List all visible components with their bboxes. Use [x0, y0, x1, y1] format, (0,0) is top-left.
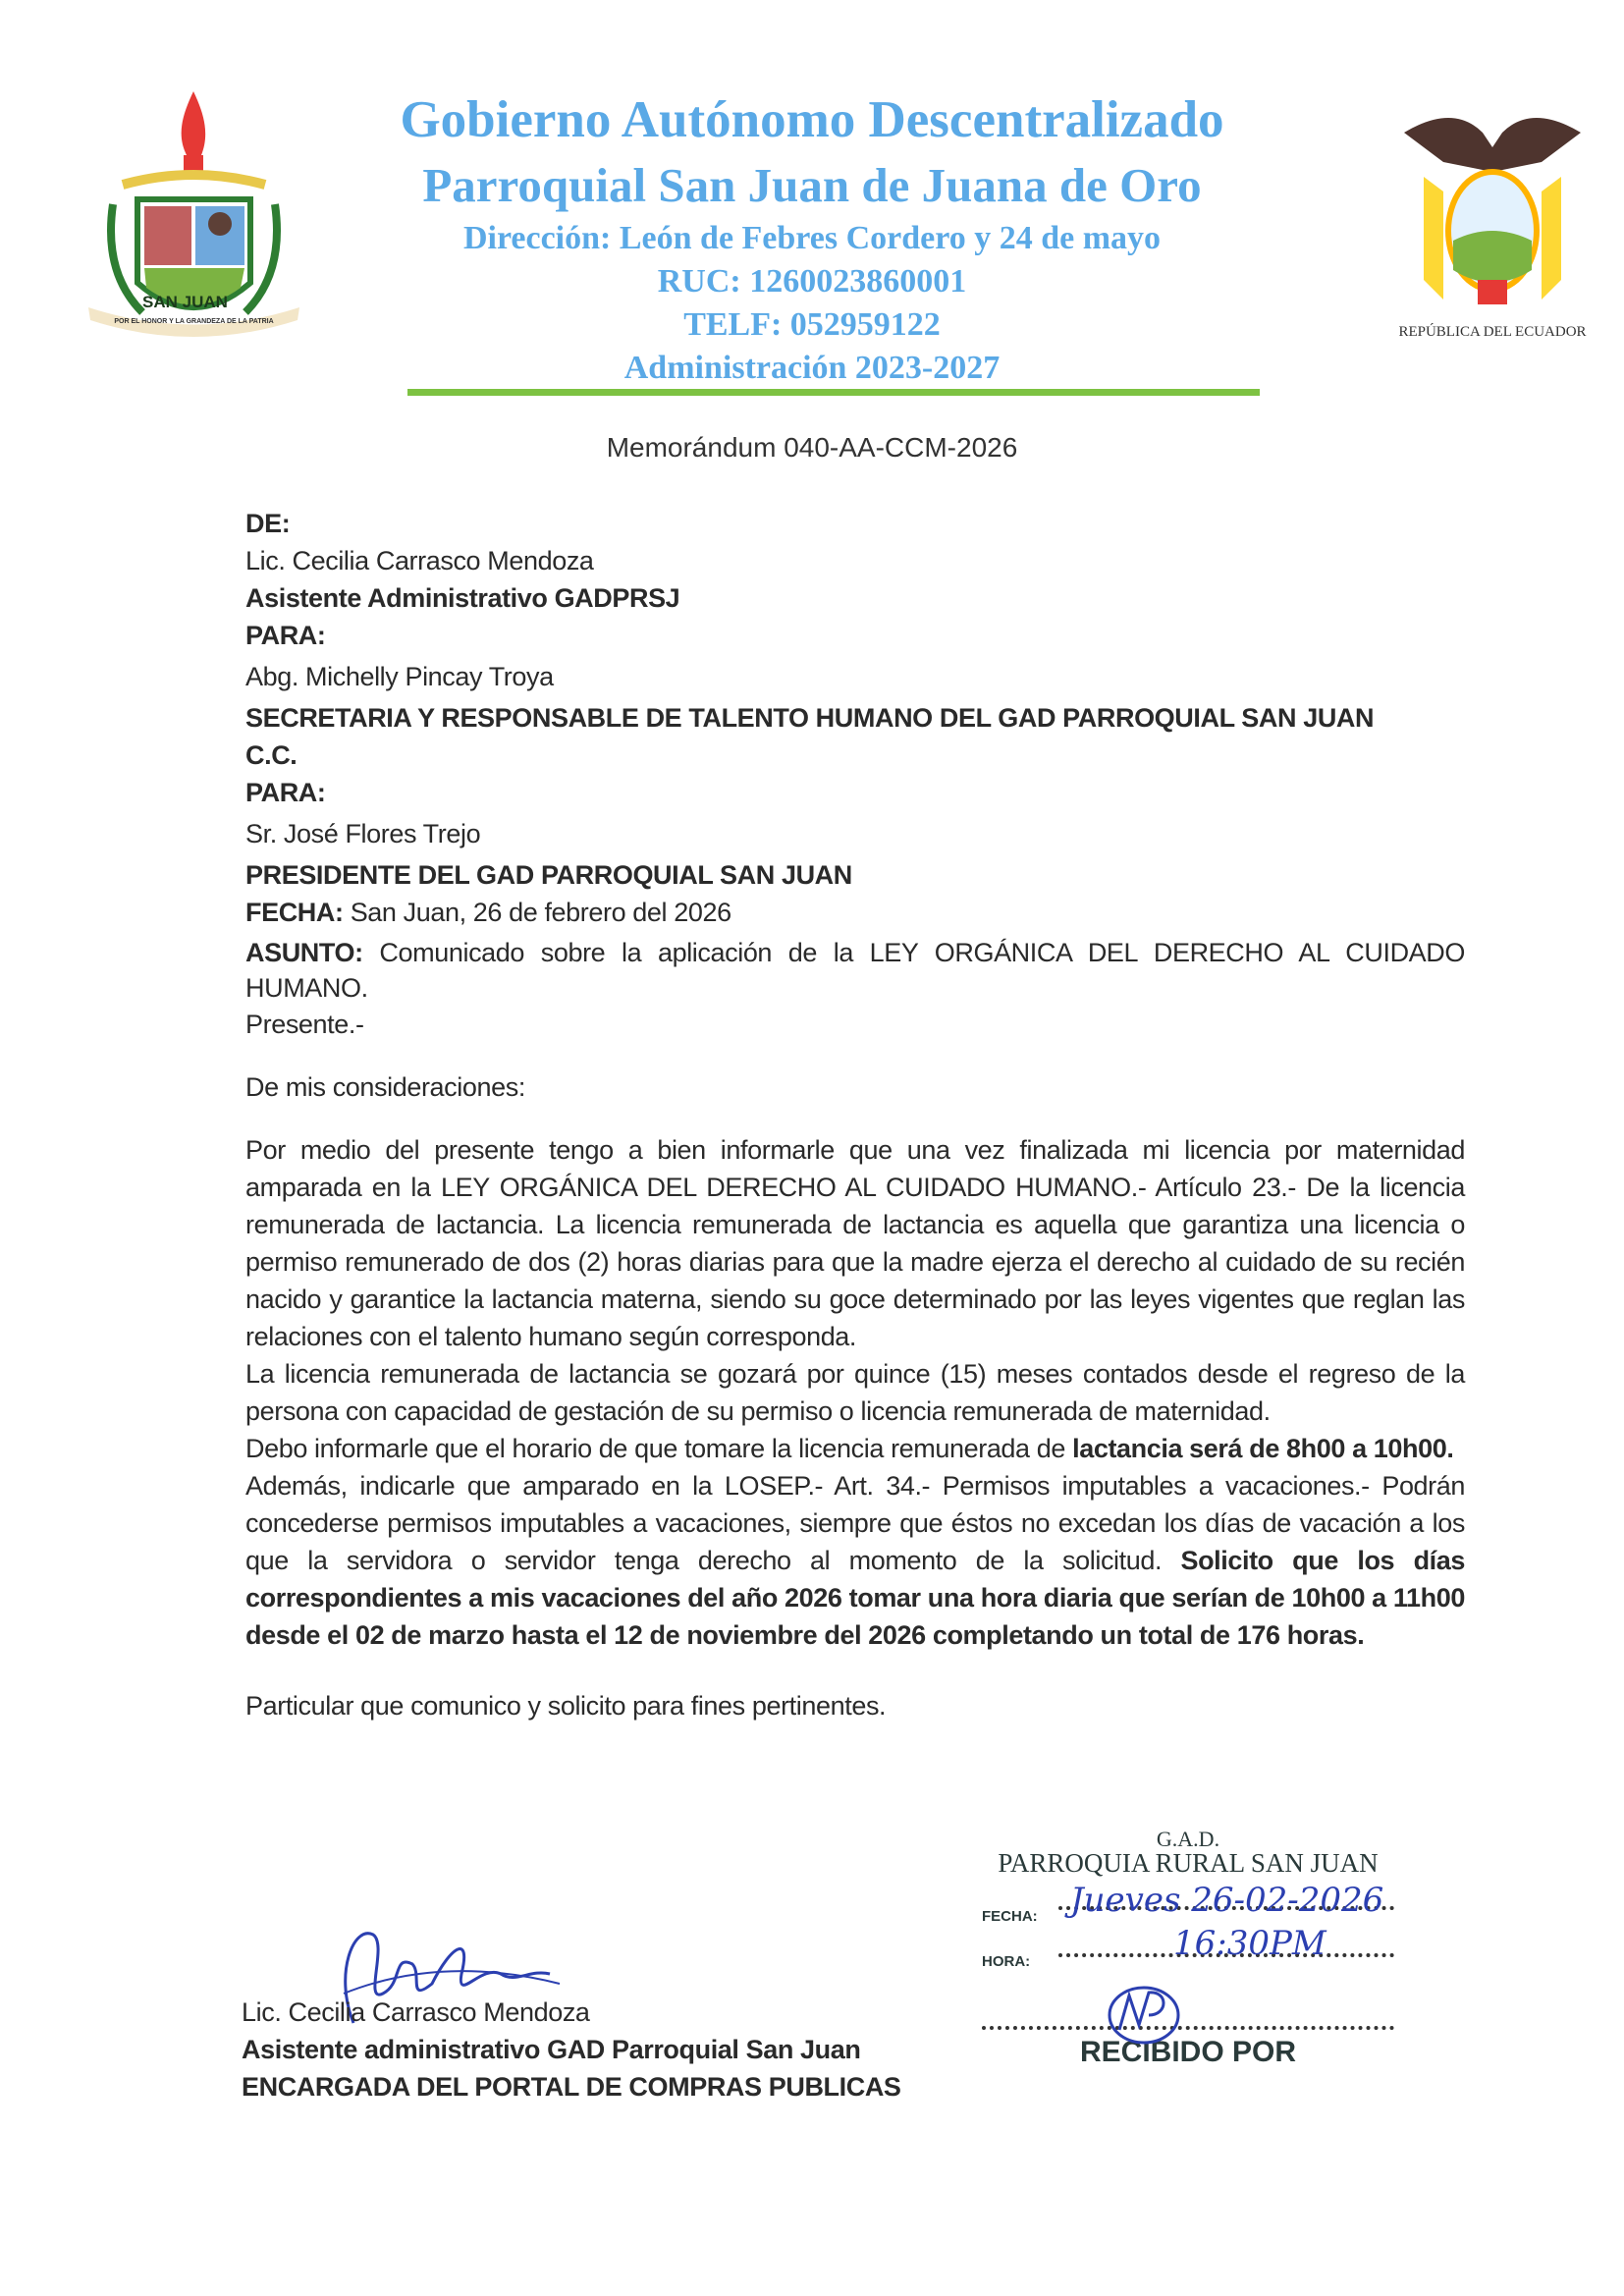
- greeting: De mis consideraciones:: [245, 1072, 525, 1102]
- letterhead-administration: Administración 2023-2027: [623, 350, 1001, 386]
- paragraph-1: Por medio del presente tengo a bien informarle que una vez finalizada mi licencia por maternidad amparada en la LEY ORGÁNICA DEL DERECHO AL CUIDADO HUMANO.- Artículo 23.- De la licencia remunerada de lactancia. La licencia remunerada de lactancia es aquella que garantiza una licencia o permiso remunerado de dos (2) horas diarias para que la madre ejerza el derecho al cuidado de su recién nacido y garantice la lactancia materna, siendo su goce determinado por las leyes vigentes que reglan las relaciones con el talento humano según corresponda.: [245, 1135, 1465, 1351]
- letterhead-phone: TELF: 052959122: [683, 306, 941, 343]
- subject-value: Comunicado sobre la aplicación de la LEY ORGÁNICA DEL DERECHO AL CUIDADO HUMANO.: [245, 938, 1465, 1003]
- paragraph-4-text: Además, indicarle que amparado en la LOSEP.- Art. 34.- Permisos imputables a vacaciones.- Podrán concederse permisos imputables a vacaciones, siempre que éstos no excedan los días de vacación a los que la servidora o servidor tenga derecho al momento de la solicitud.: [245, 1471, 1465, 1575]
- memo-body: [245, 505, 1465, 1724]
- logo-motto: POR EL HONOR Y LA GRANDEZA DE LA PATRIA: [114, 318, 274, 325]
- date-value: San Juan, 26 de febrero del 2026: [343, 898, 731, 927]
- from-label: DE:: [245, 509, 291, 538]
- closing: Particular que comunico y solicito para fines pertinentes.: [245, 1691, 887, 1721]
- stamp-received-by: RECIBIDO POR: [1079, 2036, 1297, 2068]
- letterhead-title-1: Gobierno Autónomo Descentralizado: [400, 91, 1224, 148]
- to-title: SECRETARIA Y RESPONSABLE DE TALENTO HUMANO DEL GAD PARROQUIAL SAN JUAN: [245, 703, 1375, 733]
- stamp-date-handwritten: Jueves 26-02-2026: [1070, 1881, 1384, 1920]
- paragraph-2: La licencia remunerada de lactancia se gozará por quince (15) meses contados desde el regreso de la persona con capacidad de gestación de su permiso o licencia remunerada de maternidad.: [245, 1359, 1465, 1426]
- to-label: PARA:: [245, 621, 326, 650]
- memo-number: Memorándum 040-AA-CCM-2026: [606, 432, 1018, 463]
- date-label: FECHA:: [245, 898, 344, 927]
- ecuador-coat-of-arms-logo: [1384, 103, 1600, 349]
- cc-label: C.C.: [245, 740, 298, 770]
- to-name: Abg. Michelly Pincay Troya: [245, 662, 554, 691]
- ecuador-caption: REPÚBLICA DEL ECUADOR: [1398, 324, 1587, 340]
- subject-label: ASUNTO:: [245, 938, 363, 967]
- paragraph-3: [245, 1430, 1465, 1467]
- stamp-time-label: HORA:: [982, 1953, 1031, 1970]
- to2-title: PRESIDENTE DEL GAD PARROQUIAL SAN JUAN: [245, 860, 852, 890]
- from-name: Lic. Cecilia Carrasco Mendoza: [245, 546, 594, 575]
- stamp-line-1: G.A.D.: [1156, 1827, 1220, 1851]
- signer-title-2: ENCARGADA DEL PORTAL DE COMPRAS PUBLICAS: [242, 2072, 901, 2102]
- from-title: Asistente Administrativo GADPRSJ: [245, 583, 680, 613]
- paragraph-3-text: Debo informarle que el horario de que tomare la licencia remunerada de: [245, 1434, 1073, 1463]
- logo-text: SAN JUAN: [142, 293, 228, 311]
- subject-line: [245, 935, 1465, 1006]
- stamp-line-2: PARROQUIA RURAL SAN JUAN: [998, 1848, 1379, 1878]
- signer-name: Lic. Cecilia Carrasco Mendoza: [242, 1997, 590, 2027]
- letterhead-address: Dirección: León de Febres Cordero y 24 de mayo: [462, 220, 1162, 256]
- letterhead-ruc: RUC: 1260023860001: [657, 263, 967, 300]
- signer-title-1: Asistente administrativo GAD Parroquial San Juan: [242, 2035, 861, 2064]
- letterhead-title-2: Parroquial San Juan de Juana de Oro: [422, 158, 1202, 212]
- header-divider: [407, 389, 1260, 396]
- receiver-initials-signature: [1100, 1981, 1188, 2050]
- to2-name: Sr. José Flores Trejo: [245, 819, 481, 848]
- paragraph-4-bold: Solicito que los días correspondientes a mis vacaciones del año 2026 tomar una hora diaria que serían de 10h00 a 11h00 desde el 02 de marzo hasta el 12 de noviembre del 2026 completando un total de 176 horas.: [245, 1546, 1465, 1650]
- stamp-date-label: FECHA:: [982, 1908, 1038, 1925]
- stamp-time-handwritten: 16:30PM: [1173, 1924, 1326, 1963]
- date-line: [245, 894, 1465, 931]
- paragraph-3-bold: lactancia será de 8h00 a 10h00.: [1072, 1434, 1454, 1463]
- received-stamp: [982, 1827, 1394, 2069]
- paragraph-4: [245, 1467, 1465, 1654]
- signature-block: [242, 1994, 901, 2105]
- to2-label: PARA:: [245, 778, 326, 807]
- presente: Presente.-: [245, 1010, 364, 1039]
